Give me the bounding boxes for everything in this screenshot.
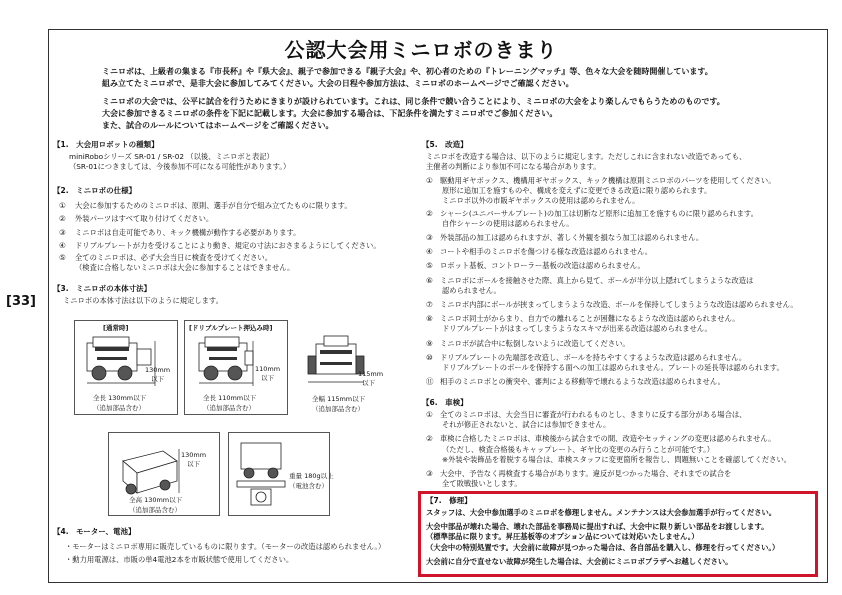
- page-title: 公認大会用ミニロボのきまり: [284, 38, 558, 62]
- list-item-cont: それが修正されないと、試合には参加できません。: [442, 420, 611, 430]
- section-line: miniRoboシリーズ SR-01 / SR-02 （以後、ミニロボと表記）: [69, 152, 274, 161]
- list-item: ④ コートや相手のミニロボを傷つける様な改造は認められません。: [426, 247, 653, 257]
- list-item: ⑪ 相手のミニロボとの衝突や、審判による移動等で壊れるような改造は認められません。: [426, 377, 725, 387]
- list-item: ③ 大会中、予告なく再検査する場合があります。違反が見つかった場合、それまでの試合を: [426, 469, 732, 479]
- section-line: （大会中の特別処置です。大会前に故障が見つかった場合は、各自部品を購入し、修理を行ってください。）: [426, 542, 780, 552]
- intro-line: また、試合のルールについてはホームページをご確認ください。: [102, 121, 334, 130]
- list-item-cont: 原形に追加工を施すものや、構成を変えずに変更できる改造に限り認められます。: [442, 186, 712, 196]
- intro-line: 組み立てたミニロボで、是非大会に参加してみてください。大会の日程や参加方法は、ミニロボのホームページでご確認ください。: [102, 79, 574, 88]
- section-heading: 【6. 車検】: [422, 398, 468, 407]
- list-item: ② 外装パーツはすべて取り付けてください。: [59, 214, 214, 224]
- list-item: ③ 外装部品の加工は認められますが、著しく外観を損なう加工は認められません。: [426, 233, 704, 243]
- list-item: ③ ミニロボは自走可能であり、キック機構が動作する必要があります。: [59, 227, 301, 237]
- list-item: ② 車検に合格したミニロボは、車検後から試合までの間、改造やセッティングの変更は認められません。: [426, 434, 776, 444]
- section-heading: 【3. ミニロボの本体寸法】: [53, 284, 152, 293]
- list-item-cont: ドリブルプレートのボールを保持する面への加工は認められません。プレートの延長等は認められます。: [442, 363, 784, 373]
- section-line: （SR-01につきましては、今後参加不可になる可能性があります。）: [69, 162, 291, 172]
- list-item: ② シャーシ(ユニバーサルプレート)の加工は切断など原形に追加工を施すものに限り認められます。: [426, 208, 758, 218]
- list-item: ・モーターはミニロボ専用に販売しているものに限ります。（モーターの改造は認められません。）: [65, 542, 386, 551]
- figure-normal: [通常時] 130mm 以下 全長 130mm以下 （追加部品含む）: [74, 320, 178, 415]
- figure-weight: 重量 180g以上 （電池含む）: [228, 432, 330, 516]
- section-5-list: [426, 176, 798, 387]
- list-item: ① 全てのミニロボは、大会当日に審査が行われるものとし、きまりに反する部分がある場合は、: [426, 410, 747, 419]
- list-item: ④ ドリブルプレートが力を受けることにより動き、規定の寸法におさまるようにしてください。: [59, 240, 381, 250]
- intro: [102, 66, 792, 132]
- section-heading: 【1. 大会用ロボットの種類】: [53, 140, 159, 149]
- list-item: ⑤ ロボット基板、コントローラー基板の改造は認められません。: [426, 261, 645, 271]
- list-item-cont: （検査に合格しないミニロボは大会に参加することはできません。: [75, 263, 295, 273]
- section-heading: 【5. 改造】: [422, 140, 468, 149]
- list-item-cont: ドリブルプレートがはまってしまうようなスキマが出来る改造は認められません。: [442, 324, 712, 334]
- section-line: スタッフは、大会中参加選手のミニロボを修理しません。メンテナンスは大会参加選手が行ってください。: [426, 508, 777, 517]
- section-1: [53, 139, 290, 172]
- list-item-cont: 全て敗戦扱いとします。: [442, 479, 522, 489]
- figure-height: 130mm 以下 全高 130mm以下 （追加部品含む）: [108, 432, 220, 516]
- section-4: [53, 526, 385, 566]
- section-2: [53, 185, 381, 273]
- list-item: ⑩ ドリブルプレートの先端部を改造し、ボールを持ちやすくするような改造は認められません。: [426, 352, 747, 362]
- section-heading: 【4. モーター、電池】: [53, 527, 136, 536]
- section-line: （標準部品に限ります。昇圧基板等のオプション品については対応いたしません。）: [426, 532, 699, 542]
- section-heading: 【7. 修理】: [426, 496, 472, 505]
- intro-line: ミニロボは、上級者の集まる『市長杯』や『県大会』、親子で参加できる『親子大会』や、初心者のための『トレーニングマッチ』等、色々な大会を随時開催しています。: [102, 67, 713, 76]
- page-number: [33]: [6, 294, 36, 309]
- list-item-cont: 自作シャーシの使用は認められません。: [442, 218, 574, 228]
- section-6: [422, 397, 468, 408]
- list-item: ⑨ ミニロボが試合中に転倒しないように改造してください。: [426, 338, 630, 348]
- section-line: ミニロボの本体寸法は以下のように規定します。: [63, 296, 223, 305]
- section-3: [53, 283, 223, 306]
- list-item: ⑦ ミニロボ内部にボールが挟まってしまうような改造、ボールを保持してしまうような改造は認められません。: [426, 300, 798, 310]
- list-item-cont: 認められません。: [442, 285, 501, 295]
- section-heading: 【2. ミニロボの仕様】: [53, 186, 137, 195]
- list-item: ⑤ 全てのミニロボは、必ず大会当日に検査を受けてください。: [59, 253, 273, 263]
- intro-line: 大会に参加できるミニロボの条件を下記に記載します。大会に参加する場合は、下記条件を満たすミニロボでご参加ください。: [102, 109, 558, 118]
- section-line: ミニロボを改造する場合は、以下のように規定します。ただしこれに含まれない改造であっても、: [426, 152, 747, 161]
- figure-width: 115mm 以下 全幅 115mm以下 （追加部品含む）: [298, 322, 402, 417]
- list-item: ① 大会に参加するためのミニロボは、原則、選手が自分で組み立てたものに限ります。: [59, 201, 352, 210]
- list-item: ・動力用電源は、市販の単4電池2本を市販状態で使用してください。: [65, 555, 294, 564]
- intro-line: ミニロボの大会では、公平に試合を行うためにきまりが設けられています。これは、同じ条件で競い合うことにより、ミニロボの大会をより楽しんでもらうためのものです。: [102, 97, 725, 106]
- section-line: 大会中部品が壊れた場合、壊れた部品を事務局に提出すれば、大会中に限り新しい部品をお渡しします。: [426, 522, 769, 532]
- list-item: ① 駆動用ギヤボックス、機構用ギヤボックス、キック機構は原則ミニロボのパーツを使用してください。: [426, 176, 776, 185]
- section-5: [422, 139, 746, 172]
- list-item-cont: （ただし、検査合格後もキャップレート、ギヤ比の変更のみ行うことが可能です。）: [442, 444, 715, 454]
- list-item-cont: ミニロボ以外の市販ギヤボックスの使用は認められません。: [442, 196, 640, 206]
- figure-dribble: [ドリブルプレート押込み時] 110mm 以下 全長 110mm以下 （追加部品含む）: [184, 320, 288, 415]
- list-item-cont: ※外装や装飾品を着脱する場合は、車検スタッフに変更箇所を報告し、問題無いことを確認してください。: [442, 454, 792, 464]
- list-item: ⑥ ミニロボにボールを接触させた際、真上から見て、ボールが半分以上隠れてしまうような改造は: [426, 275, 754, 285]
- section-line: 大会前に自分で直せない故障が発生した場合は、大会前にミニロボプラザへお越しください。: [426, 556, 733, 566]
- section-line: 主催者の判断により参加不可になる場合があります。: [426, 162, 601, 172]
- section-7: [426, 495, 779, 567]
- section-6-list: [426, 410, 791, 489]
- list-item: ⑧ ミニロボ同士がからまり、自力での離れることが困難になるような改造は認められません。: [426, 314, 740, 324]
